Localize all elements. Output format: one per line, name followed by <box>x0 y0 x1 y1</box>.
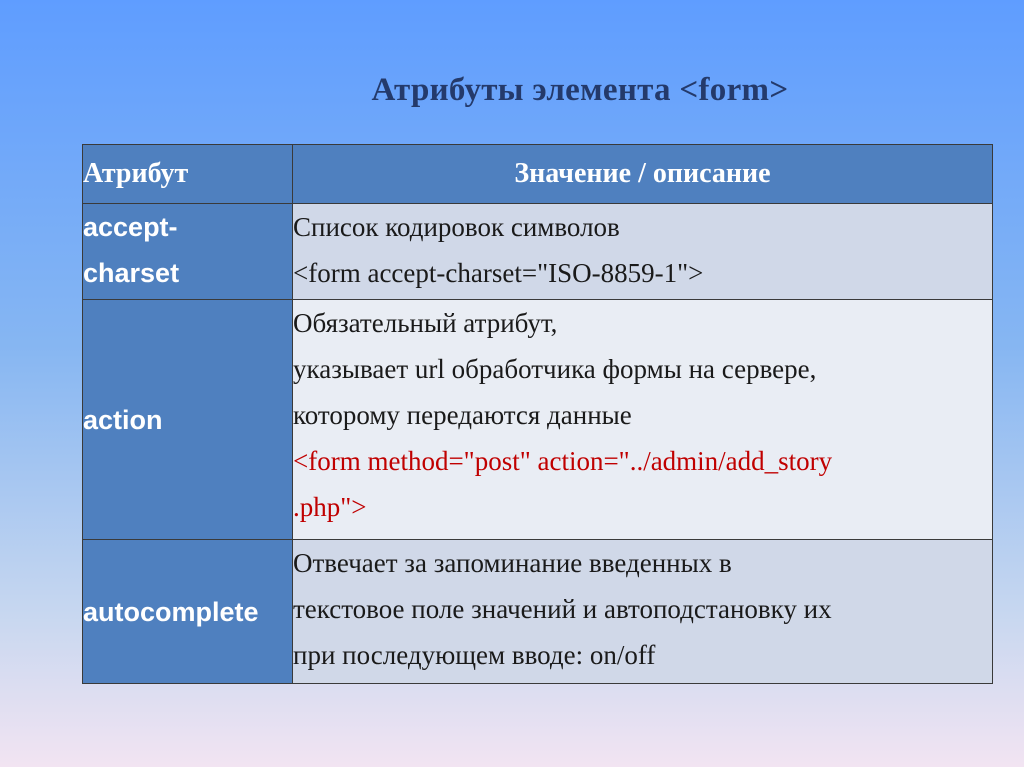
description-line: Обязательный атрибут, <box>293 308 558 338</box>
attribute-cell <box>83 204 293 300</box>
attribute-name-line: accept- <box>83 212 178 242</box>
table-header-row <box>83 145 993 204</box>
column-header-attribute: Атрибут <box>83 145 293 204</box>
description-line: указывает url обработчика формы на сервере, <box>293 354 817 384</box>
description-line: текстовое поле значений и автоподстановку их <box>293 594 832 624</box>
description-line: Отвечает за запоминание введенных в <box>293 548 732 578</box>
description-line: которому передаются данные <box>293 400 632 430</box>
table-row <box>83 204 993 300</box>
slide-title: Атрибуты элемента <form> <box>371 72 789 108</box>
attribute-name-line: autocomplete <box>83 596 259 627</box>
description-cell <box>293 204 993 300</box>
attribute-name-line: charset <box>83 258 180 288</box>
description-line: Список кодировок символов <box>293 212 620 242</box>
table-row <box>83 540 993 684</box>
attributes-table <box>82 144 993 684</box>
column-header-description: Значение / описание <box>293 145 993 204</box>
attribute-name-line: action <box>83 404 163 435</box>
attribute-cell <box>83 300 293 540</box>
description-line: при последующем вводе: on/off <box>293 640 656 670</box>
code-example-line: .php"> <box>293 492 367 522</box>
description-cell <box>293 300 993 540</box>
table-row <box>83 300 993 540</box>
description-line: <form accept-charset="ISO-8859-1"> <box>293 258 704 288</box>
attribute-cell <box>83 540 293 684</box>
code-example-line: <form method="post" action="../admin/add_story <box>293 446 833 476</box>
description-cell <box>293 540 993 684</box>
